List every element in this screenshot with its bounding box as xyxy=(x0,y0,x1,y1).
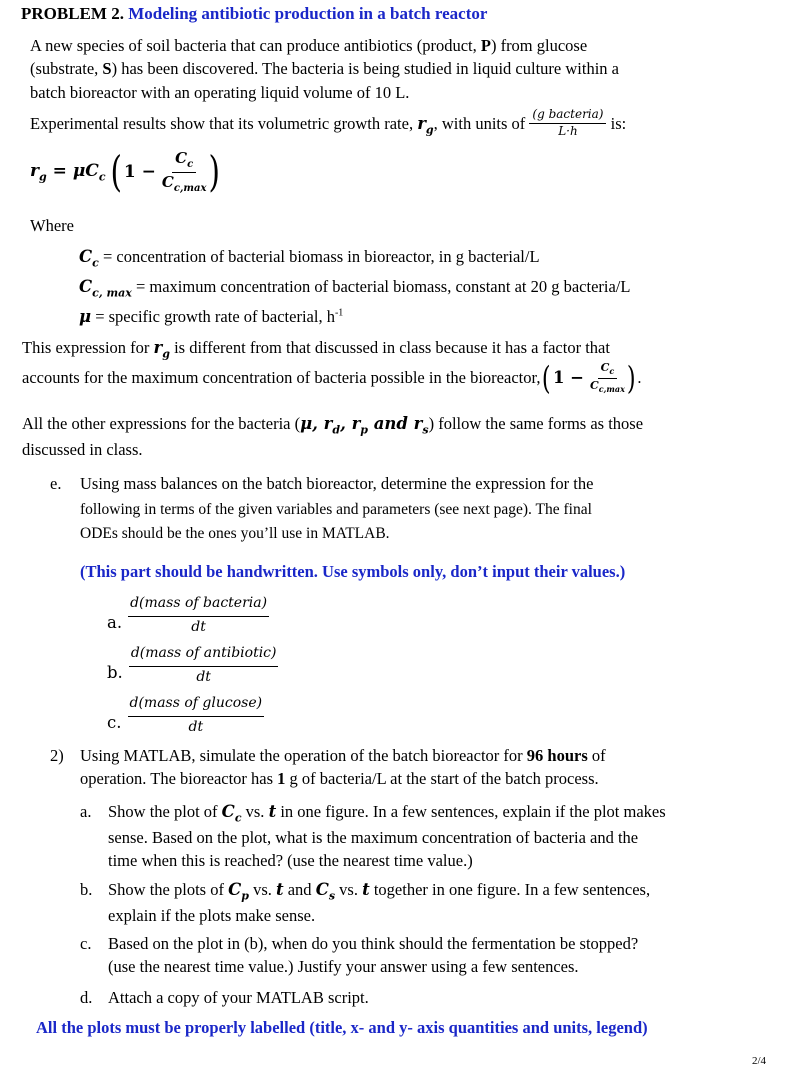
problem-heading xyxy=(21,2,487,26)
part-2b-marker: b. xyxy=(80,880,93,899)
part-2d-marker: d. xyxy=(80,988,93,1007)
part-2a-marker: a. xyxy=(80,802,92,821)
growth-rate-equation: $r_g$ = $\mu C_c$ ( 1 − $\frac{C_c}{C_{c,max}}$ ) xyxy=(30,147,221,196)
part-2-intro: Using MATLAB, simulate the operation of the batch bioreactor for 96 hours of operation. The bioreactor has 1 g of bacteria/L at the start of the batch process. xyxy=(80,746,606,789)
part-e-text-2: following in terms of the given variables and parameters (see next page). The final ODEs should be the ones you’ll use in MATLAB. xyxy=(80,501,592,543)
expression-line-2: accounts for the maximum concentration of bacteria possible in the bioreactor, ( 1 − $\frac{C_c}{C_{c,max}}$ ) . xyxy=(22,359,642,397)
part-2b-text: Show the plots of $C_p$ vs. t and $C_s$ vs. t together in one figure. In a few sentences, explain if the plots make sense. xyxy=(108,880,651,925)
definition-mu: μ = specific growth rate of bacterial, $h^{-1}$ xyxy=(79,307,344,326)
others-paragraph: All the other expressions for the bacteria (μ, $r_d$, $r_p$ and $r_s$) follow the same forms as those discussed in class. xyxy=(22,414,644,459)
units-fraction: $\frac{\text{(g bacteria)}}{L\cdot h}$ xyxy=(529,108,606,139)
part-2d-text: Attach a copy of your MATLAB script. xyxy=(108,988,369,1007)
growth-rate-sentence: Experimental results show that its volumetric growth rate, $r_g$, with units of $\frac{\text{(g bacteria)}}{L\cdot h}$ is: xyxy=(30,107,627,138)
rg-symbol: $r_g$ xyxy=(417,114,434,137)
plots-label-note: All the plots must be properly labelled (title, x- and y- axis quantities and units, legend) xyxy=(36,1018,648,1037)
where-label: Where xyxy=(30,216,74,235)
page-number: 2/4 xyxy=(751,1055,766,1068)
part-2c-marker: c. xyxy=(80,934,92,953)
ode-item-glucose: c. $\frac{\text{d(mass of glucose)}}{dt}$ xyxy=(107,695,263,735)
expression-line-1: This expression for $r_g$ is different from that discussed in class because it has a factor that xyxy=(22,338,610,361)
part-e-marker: e. xyxy=(50,474,62,493)
part-2a-text: Show the plot of $C_c$ vs. t in one figure. In a few sentences, explain if the plot makes sense. Based on the plot, what is the maximum concentration of bacteria and the time when this is reached? (use the nearest time value.) xyxy=(108,802,666,871)
ode-item-bacteria: a. $\frac{\text{d(mass of bacteria)}}{dt}$ xyxy=(107,595,268,635)
handwritten-note: (This part should be handwritten. Use symbols only, don’t input their values.) xyxy=(80,562,626,581)
problem-label: PROBLEM 2. xyxy=(21,4,124,23)
part-2-marker: 2) xyxy=(50,746,64,765)
ode-item-antibiotic: b. $\frac{\text{d(mass of antibiotic)}}{dt}$ xyxy=(107,645,277,685)
part-2c-text: Based on the plot in (b), when do you think should the fermentation be stopped? (use the nearest time value.) Justify your answer using a few sentences. xyxy=(108,934,639,977)
intro-paragraph: A new species of soil bacteria that can produce antibiotics (product, P) from glucose (substrate, S) has been discovered. The bacteria is being studied in liquid culture within a batch bioreactor with an operating liquid volume of 10 L. xyxy=(30,36,619,102)
problem-title: Modeling antibiotic production in a batch reactor xyxy=(128,4,488,23)
definition-ccmax: $C_{c, max}$ = maximum concentration of bacterial biomass, constant at 20 g bacteria/L xyxy=(79,277,631,300)
definition-cc: $C_c$ = concentration of bacterial biomass in bioreactor, in g bacterial/L xyxy=(79,247,540,270)
part-e-text: Using mass balances on the batch bioreactor, determine the expression for the xyxy=(80,474,594,493)
